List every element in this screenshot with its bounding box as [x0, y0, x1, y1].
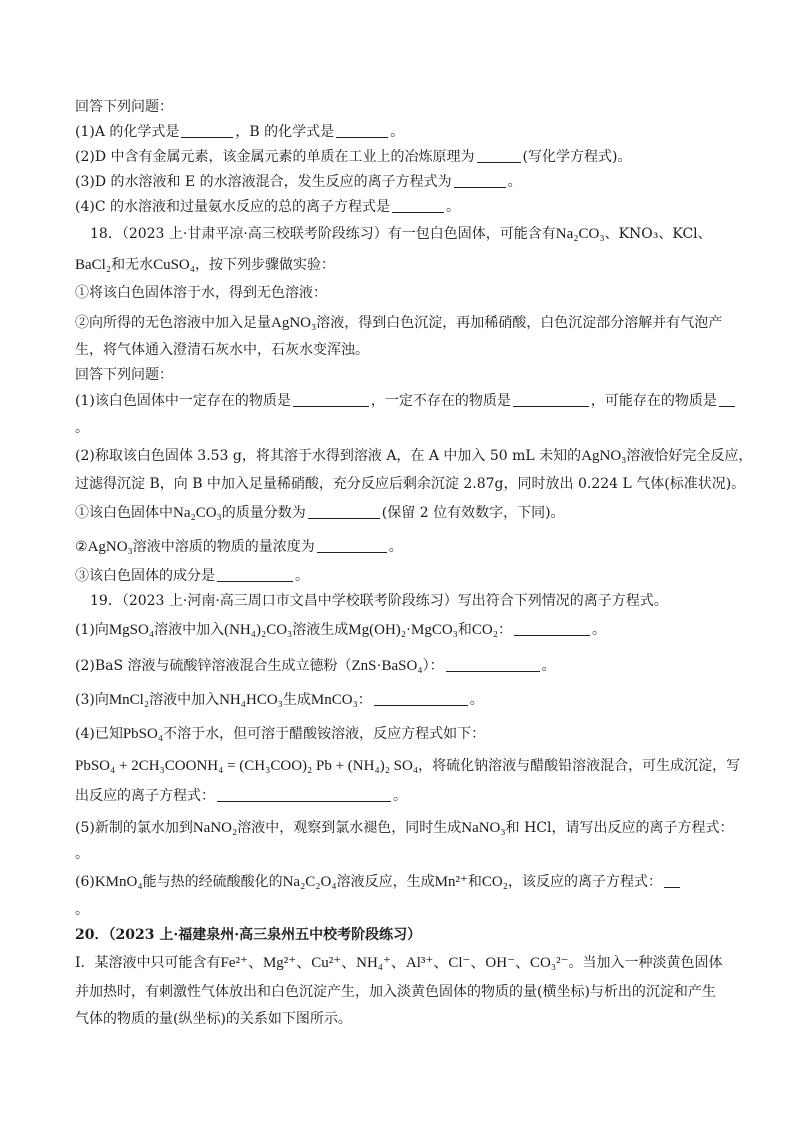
- q18-part1: (1)该白色固体中一定存在的物质是 ，一定不存在的物质是 ，可能存在的物质是: [75, 391, 737, 411]
- q19-part4-equation: PbSO₄ + 2CH₃COONH₄ = (CH₃COO)₂ Pb + (NH₄)₂ SO₄，将硫化钠溶液与醋酸铅溶液混合，可生成沉淀，写: [75, 758, 741, 774]
- answer-blank[interactable]: [308, 504, 380, 519]
- q18-part1-end: 。: [75, 420, 89, 436]
- answer-blank[interactable]: [392, 198, 444, 213]
- q19-part4-cont: 出反应的离子方程式： 。: [75, 788, 407, 804]
- answer-blank[interactable]: [664, 873, 680, 888]
- q18-part2: (2)称取该白色固体 3.53 g，将其溶于水得到溶液 A，在 A 中加入 50 mL 未知的AgNO₃溶液恰好完全反应，: [75, 448, 753, 464]
- q18-part2-cont: 过滤得沉淀 B，向 B 中加入足量稀硝酸，充分反应后剩余沉淀 2.87g，同时放出 0.224 L 气体(标准状况)。: [75, 476, 746, 492]
- q18-part2-sub1: ①该白色固体中Na₂CO₃的质量分数为 (保留 2 位有效数字，下同)。: [75, 505, 565, 521]
- q18-header: 18．（2023 上·甘肃平凉·高三校联考阶段练习）有一包白色固体，可能含有Na₂CO₃、KNO₃、KCl、: [90, 226, 712, 242]
- answer-blank[interactable]: [513, 392, 589, 407]
- answer-blank[interactable]: [181, 123, 233, 138]
- q19-part2: (2)BaS 溶液与硫酸锌溶液混合生成立德粉（ZnS·BaSO₄）： 。: [75, 658, 556, 674]
- q19-part6: (6)KMnO₄能与热的经硫酸酸化的Na₂C₂O₄溶液反应，生成Mn²⁺和CO₂，该反应的离子方程式：: [75, 872, 682, 892]
- answer-blank[interactable]: [217, 567, 293, 582]
- q20-line3: 气体的物质的量(纵坐标)的关系如下图所示。: [75, 1011, 352, 1027]
- q20-header: 20．（2023 上·福建泉州·高三泉州五中校考阶段练习）: [75, 927, 422, 943]
- answer-blank[interactable]: [317, 538, 387, 553]
- answer-blank[interactable]: [217, 787, 391, 802]
- q17-intro: 回答下列问题：: [75, 99, 173, 115]
- q19-part3: (3)向MnCl₂溶液中加入NH₄HCO₃生成MnCO₃： 。: [75, 692, 484, 708]
- q19-part6-end: 。: [75, 902, 89, 918]
- q18-step1: ①将该白色固体溶于水，得到无色溶液：: [75, 285, 327, 301]
- q17-part3: (3)D 的水溶液和 E 的水溶液混合，发生反应的离子方程式为 。: [75, 174, 522, 190]
- q17-part1: (1)A 的化学式是 ，B 的化学式是 。: [75, 124, 405, 140]
- answer-blank[interactable]: [336, 123, 388, 138]
- q19-part1: (1)向MgSO₄溶液中加入(NH₄)₂CO₃溶液生成Mg(OH)₂·MgCO₃和CO₂： 。: [75, 622, 606, 638]
- q19-part5: (5)新制的氯水加到NaNO₂溶液中，观察到氯水褪色，同时生成NaNO₃和 HCl，请写出反应的离子方程式：: [75, 820, 734, 836]
- answer-blank[interactable]: [293, 392, 369, 407]
- q17-part2: (2)D 中含有金属元素，该金属元素的单质在工业上的冶炼原理为 (写化学方程式)。: [75, 149, 632, 165]
- q19-part5-end: 。: [75, 846, 89, 862]
- answer-blank[interactable]: [446, 657, 540, 672]
- q20-line1: Ⅰ．某溶液中只可能含有Fe²⁺、Mg²⁺、Cu²⁺、NH₄⁺、Al³⁺、Cl⁻、OH⁻、CO₃²⁻。当加入一种淡黄色固体: [75, 955, 723, 971]
- q18-intro: 回答下列问题：: [75, 367, 173, 383]
- q18-part2-sub2: ②AgNO₃溶液中溶质的物质的量浓度为 。: [75, 539, 403, 555]
- q20-line2: 并加热时，有刺激性气体放出和白色沉淀产生，加入淡黄色固体的物质的量(横坐标)与析出的沉淀和产生: [75, 984, 716, 1000]
- answer-blank[interactable]: [719, 392, 735, 407]
- q19-header: 19．（2023 上·河南·高三周口市文昌中学校联考阶段练习）写出符合下列情况的离子方程式。: [90, 593, 668, 609]
- answer-blank[interactable]: [374, 691, 468, 706]
- q18-step2-cont: 生，将气体通入澄清石灰水中，石灰水变浑浊。: [75, 342, 369, 358]
- q19-part4: (4)已知PbSO₄不溶于水，但可溶于醋酸铵溶液，反应方程式如下：: [75, 726, 486, 742]
- answer-blank[interactable]: [514, 621, 590, 636]
- answer-blank[interactable]: [477, 148, 521, 163]
- q17-part4: (4)C 的水溶液和过量氨水反应的总的离子方程式是 。: [75, 199, 460, 215]
- q18-step2: ②向所得的无色溶液中加入足量AgNO₃溶液，得到白色沉淀，再加稀硝酸，白色沉淀部分溶解并有气泡产: [75, 315, 723, 331]
- q18-part2-sub3: ③该白色固体的成分是 。: [75, 568, 309, 584]
- q18-header-cont: BaCl₂和无水CuSO₄，按下列步骤做实验：: [75, 257, 335, 273]
- answer-blank[interactable]: [454, 173, 506, 188]
